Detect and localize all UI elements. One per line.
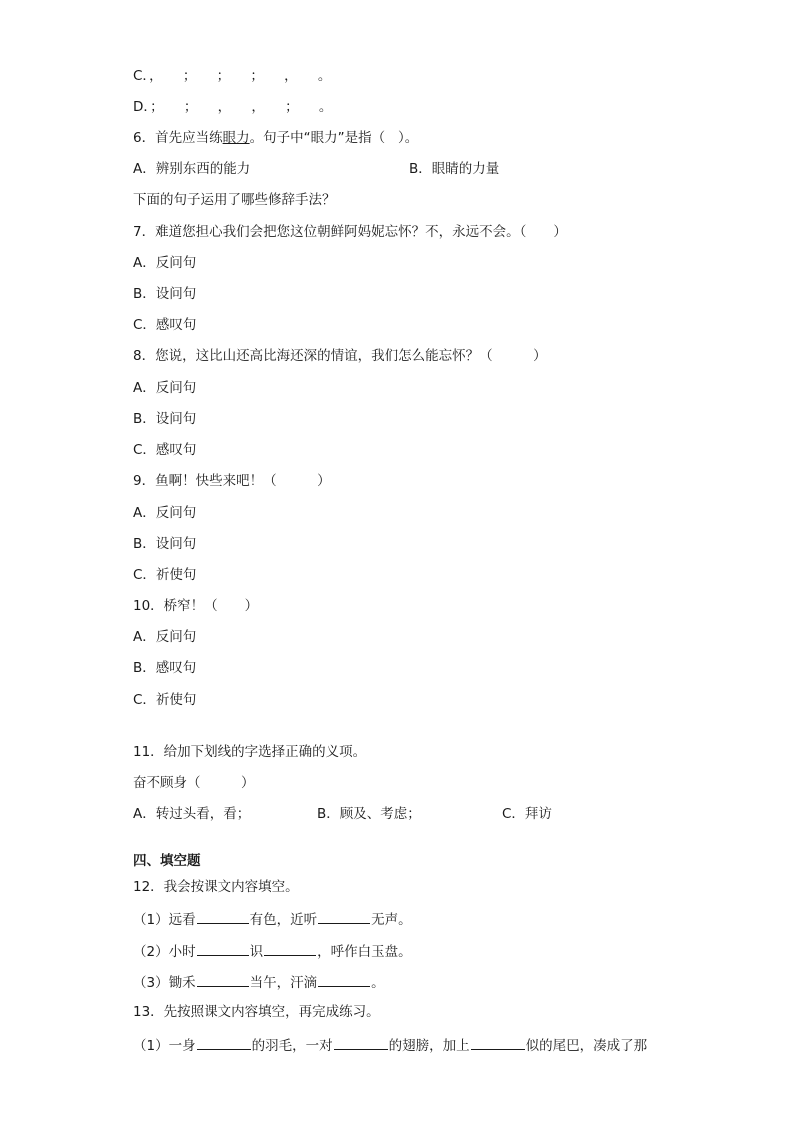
q8-stem: 8．您说，这比山还高比海还深的情谊，我们怎么能忘怀？（ ）: [133, 348, 547, 364]
q6-option-a[interactable]: A．辨别东西的能力: [133, 161, 251, 177]
q5-option-d[interactable]: D．； ； ， ， ； 。: [133, 99, 333, 115]
q12-item-1-text-a: （1）远看: [133, 912, 196, 928]
q12-item-1-text-b: 有色，近听: [249, 912, 318, 928]
q12-item-2-text-b: 识: [249, 944, 264, 960]
q10-option-b[interactable]: B．感叹句: [133, 660, 197, 676]
q12-item-1-text-c: 无声。: [371, 912, 412, 928]
q7-option-a[interactable]: A．反问句: [133, 255, 197, 271]
q13-item-1: [133, 1035, 647, 1055]
q7-option-c[interactable]: C．感叹句: [133, 317, 197, 333]
q6-stem-suffix: 。句子中“眼力”是指（ ）。: [249, 130, 419, 146]
blank-field[interactable]: [471, 1035, 525, 1050]
q11-option-a[interactable]: A．转过头看，看；: [133, 806, 251, 822]
q10-option-c[interactable]: C．祈使句: [133, 692, 197, 708]
q12-stem: 12．我会按课文内容填空。: [133, 879, 299, 895]
q5-option-c[interactable]: C．， ； ； ； ， 。: [133, 68, 332, 84]
q9-option-b[interactable]: B．设问句: [133, 536, 197, 552]
q11-phrase: 奋不顾身（ ）: [133, 775, 255, 791]
q11-option-c[interactable]: C．拜访: [502, 806, 552, 822]
q8-option-b[interactable]: B．设问句: [133, 411, 197, 427]
rhetoric-section-heading: 下面的句子运用了哪些修辞手法？: [133, 192, 336, 208]
q12-item-3-text-b: 当午，汗滴: [249, 975, 318, 991]
q13-item-1-text-d: 似的尾巴，凑成了那: [525, 1038, 648, 1054]
q7-stem: 7．难道您担心我们会把您这位朝鲜阿妈妮忘怀？不，永远不会。（ ）: [133, 224, 567, 240]
blank-field[interactable]: [334, 1035, 388, 1050]
q13-stem: 13．先按照课文内容填空，再完成练习。: [133, 1004, 380, 1020]
q9-option-a[interactable]: A．反问句: [133, 505, 197, 521]
q12-item-3-text-a: （3）锄禾: [133, 975, 196, 991]
q6-stem: [133, 129, 418, 147]
q8-option-a[interactable]: A．反问句: [133, 380, 197, 396]
q12-item-2: [133, 941, 412, 961]
q12-item-3-text-c: 。: [371, 975, 385, 991]
q10-option-a[interactable]: A．反问句: [133, 629, 197, 645]
q6-underlined-word: 眼力: [222, 130, 250, 146]
blank-field[interactable]: [264, 941, 316, 956]
blank-field[interactable]: [197, 1035, 251, 1050]
q12-item-1: [133, 909, 412, 929]
q7-option-b[interactable]: B．设问句: [133, 286, 197, 302]
blank-field[interactable]: [197, 972, 249, 987]
q11-stem: 11．给加下划线的字选择正确的义项。: [133, 744, 367, 760]
q12-item-2-text-c: ，呼作白玉盘。: [317, 944, 412, 960]
blank-field[interactable]: [318, 909, 370, 924]
q12-item-3: [133, 972, 385, 992]
q10-stem: 10．桥窄！（ ）: [133, 598, 259, 614]
q8-option-c[interactable]: C．感叹句: [133, 442, 197, 458]
q11-options: [133, 805, 552, 823]
blank-field[interactable]: [197, 909, 249, 924]
q9-option-c[interactable]: C．祈使句: [133, 567, 197, 583]
q12-item-2-text-a: （2）小时: [133, 944, 196, 960]
q11-option-b[interactable]: B．顾及、考虑；: [317, 806, 421, 822]
q6-option-b[interactable]: B．眼睛的力量: [409, 161, 500, 177]
q6-options: [133, 160, 500, 178]
blank-field[interactable]: [318, 972, 370, 987]
q6-stem-prefix: 6．首先应当练: [133, 130, 223, 146]
blank-field[interactable]: [197, 941, 249, 956]
q13-item-1-text-a: （1）一身: [133, 1038, 196, 1054]
q9-stem: 9．鱼啊！快些来吧！（ ）: [133, 473, 331, 489]
section-4-title: 四、填空题: [133, 853, 201, 869]
q13-item-1-text-c: 的翅膀，加上: [388, 1038, 470, 1054]
q13-item-1-text-b: 的羽毛，一对: [251, 1038, 333, 1054]
